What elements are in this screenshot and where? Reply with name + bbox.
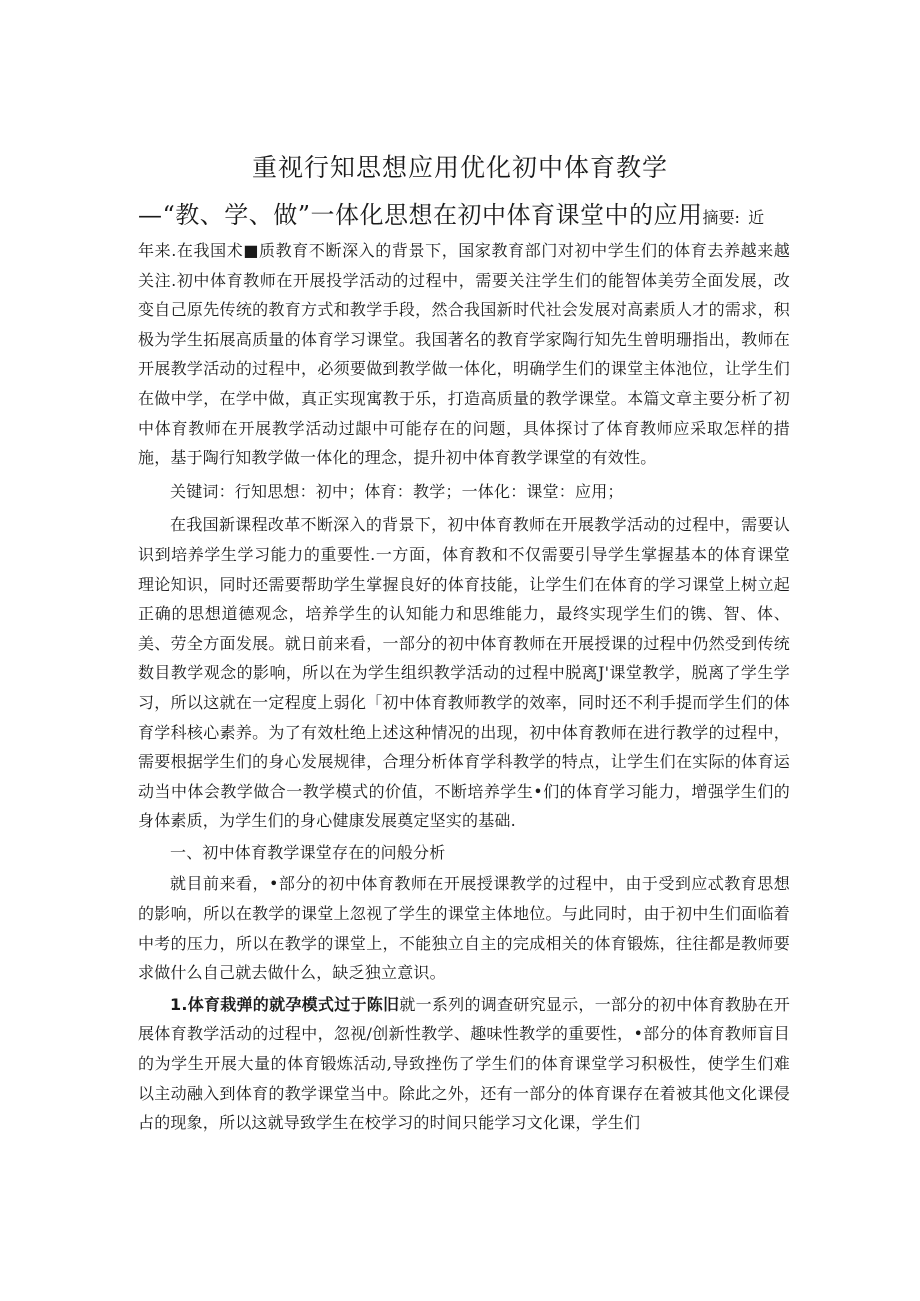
- subtitle-line: [138, 197, 798, 236]
- paragraph-section-one: 就目前来看，•部分的初中体育教师在开展授课教学的过程中，由于受到应忒教育思想的影响，所以在教学的课堂上忽视了学生的课堂主体地位。与此同时，由于初中生们面临着中考的压力，所以在教学的课堂上，不能独立自主的完成相关的体育锻炼，往往都是教师要求做什么自己就去做什么，缺乏独立意识。: [138, 874, 790, 983]
- abstract-label: 摘要:: [702, 208, 740, 227]
- document-title: 重视行知思想应用优化初中体育教学: [251, 153, 668, 182]
- paragraph-subsection-one: [138, 990, 790, 1138]
- section-heading: 一、初中体育教学课堂存在的问般分析: [170, 842, 446, 862]
- abstract-start: 近: [748, 208, 765, 227]
- subsection-heading: 1.体育栽弹的就孕模式过于陈旧: [170, 994, 400, 1014]
- document-body: [138, 236, 790, 1138]
- keywords: 关键词：行知思想：初中；体育：教学；一体化：课堂：应用；: [170, 481, 624, 501]
- document-subtitle: —“教、学、做”一体化思想在初中体育课堂中的应用: [138, 201, 703, 229]
- subsection-body: 就一系列的调查研究显示，一部分的初中体育教胁在开展体育教学活动的过程中，忽视/创新性教学、趣味性教学的重要性，•部分的体育教师盲目的为学生开展大量的体育锻炼活动,导致挫伤了学生们的体育课堂学习积极性，使学生们难以主动融入到体育的教学课堂当中。除此之外，还有一部分的体育课存在着被其他文化课侵占的现象，所以这就导致学生在校学习的时间只能学习文化课，学生们: [138, 994, 790, 1133]
- paragraph-intro: 在我国新课程改革不断深入的背景下，初中体育教师在开展教学活动的过程中，需要认识到培养学生学习能力的重要性.一方面，体育教和不仅需要引导学生掌握基本的体育课堂理论知识，同时还需要帮助学生掌握良好的体育技能，让学生们在体育的学习课堂上树立起正确的思想道德观念，培养学生的认知能力和思维能力，最终实现学生们的镌、智、体、美、劳全方面发展。就日前来看，一部分的初中体育教师在开展授课的过程中仍然受到传统数目教学观念的影响，所以在为学生组织教学活动的过程中脱离J'课堂教学，脱离了学生学习，所以这就在一定程度上弱化「初中体育教师教学的效率，同时还不利手提而学生们的体育学科核心素养。为了有效杜绝上述这种情况的出现，初中体育教师在进行教学的过程中，需要根据学生们的身心发展规律，合理分析体育学科教学的特点，让学生们在实际的体育运动当中体会教学做合一教学模式的价值，不断培养学生•们的体育学习能力，增强学生们的身体素质，为学生们的身心健康发展奠定坚实的基础.: [138, 515, 790, 831]
- abstract-body: 年来.在我国术■质教育不断深入的背景下，国家教育部门对初中学生们的体育去养越来越关注.初中体育教师在开展投学活动的过程中，需要关注学生们的能智体美劳全面发展，改变自己原先传统的教育方式和教学手段，然合我国新时代社会发展对高素质人才的需求，积极为学生拓展高质量的体育学习课堂。我国著名的教育学家陶行知先生曾明珊指出，教师在开展教学活动的过程中，必须要做到教学做一体化，明确学生们的课堂主体池位，让学生们在做中学，在学中做，真正实现寓教于乐，打造高质量的教学课堂。本篇文章主要分析了初中体育教师在开展教学活动过龈中可能存在的问题，具体探讨了体育教师应采取怎样的措施，基于陶行知教学做一体化的理念，提升初中体育教学课堂的有效性。: [138, 241, 790, 468]
